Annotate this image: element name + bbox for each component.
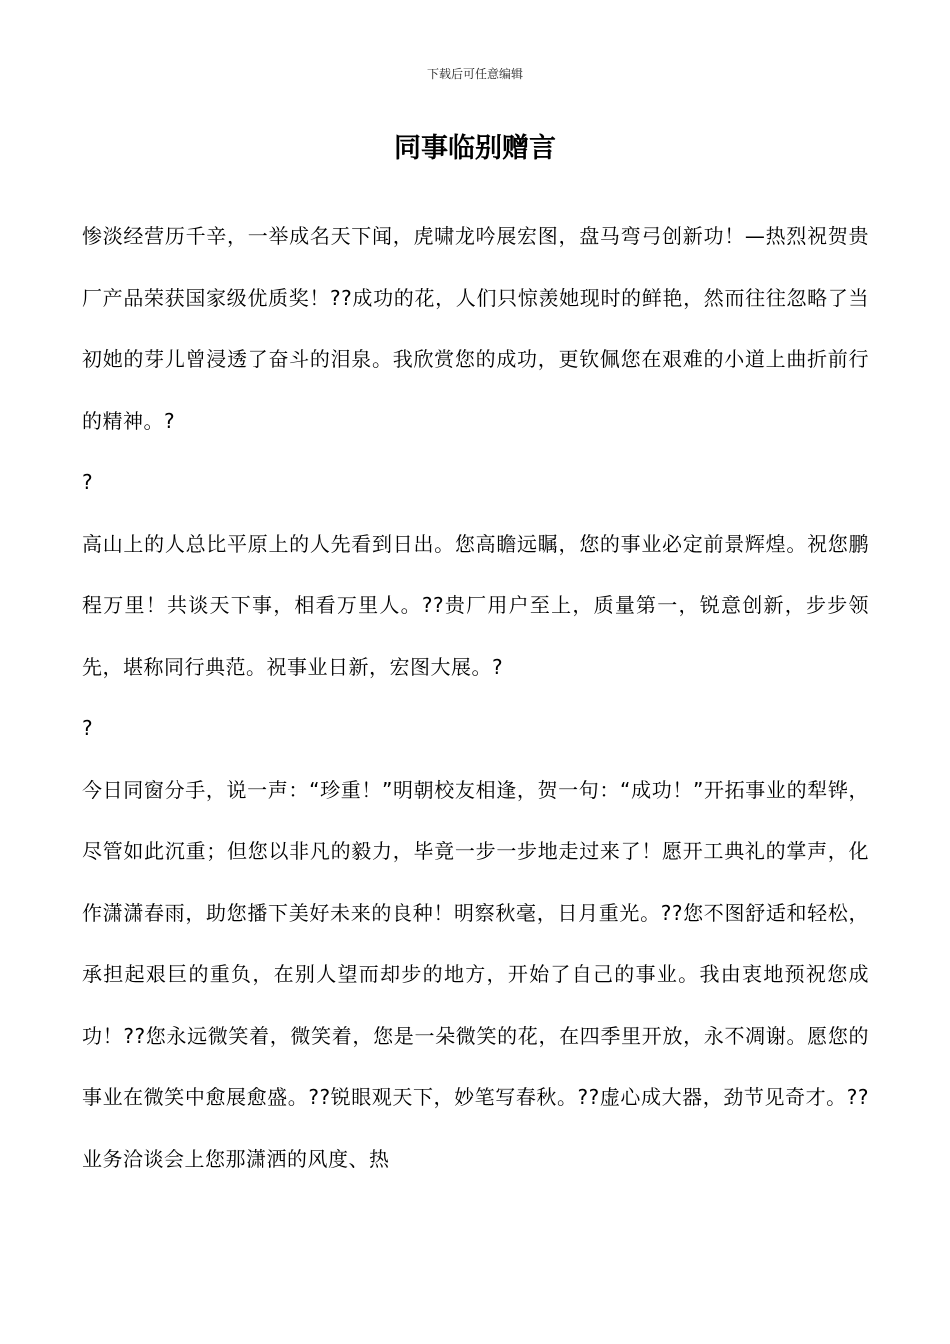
document-body (82, 206, 869, 1190)
paragraph: ? (82, 716, 94, 740)
paragraph: 今日同窗分手，说一声：“珍重！”明朝校友相逢，贺一句：“成功！”开拓事业的犁铧，尽管如此沉重；但您以非凡的毅力，毕竟一步一步地走过来了！愿开工典礼的掌声，化作潇潇春雨，助您播下美好未来的良种！明察秋毫，日月重光。??您不图舒适和轻松，承担起艰巨的重负，在别人望而却步的地方，开始了自己的事业。我由衷地预祝您成功！??您永远微笑着，微笑着，您是一朵微笑的花，在四季里开放，永不凋谢。愿您的事业在微笑中愈展愈盛。??锐眼观天下，妙笔写春秋。??虚心成大器，劲节见奇才。??业务洽谈会上您那潇洒的风度、热 (82, 777, 869, 1171)
paragraph: ? (82, 470, 94, 494)
header-note: 下载后可任意编辑 (426, 67, 523, 81)
paragraph: 高山上的人总比平原上的人先看到日出。您高瞻远瞩，您的事业必定前景辉煌。祝您鹏程万里！共谈天下事，相看万里人。??贵厂用户至上，质量第一，锐意创新，步步领先，堪称同行典范。祝事业日新，宏图大展。? (82, 531, 869, 679)
paragraph: 惨淡经营历千辛，一举成名天下闻，虎啸龙吟展宏图，盘马弯弓创新功！—热烈祝贺贵厂产品荣获国家级优质奖！??成功的花，人们只惊羡她现时的鲜艳，然而往往忽略了当初她的芽儿曾浸透了奋斗的泪泉。我欣赏您的成功，更钦佩您在艰难的小道上曲折前行的精神。? (82, 224, 869, 433)
document-title: 同事临别赠言 (394, 133, 556, 164)
